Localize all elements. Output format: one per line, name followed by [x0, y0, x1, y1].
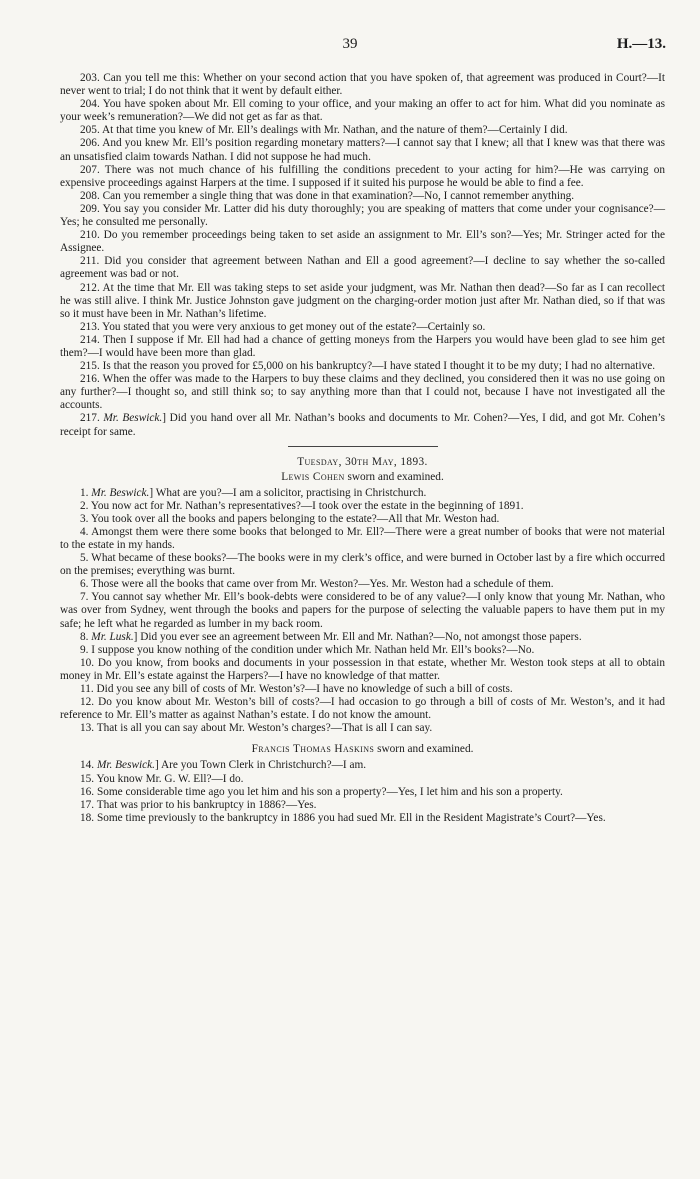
question-answer-paragraph [60, 552, 665, 578]
question-answer-paragraph [60, 412, 665, 438]
question-answer-paragraph [60, 513, 665, 526]
paragraph-text: 9. I suppose you know nothing of the condition under which Mr. Nathan held Mr. Ell’s books?—No. [80, 643, 535, 656]
document-body [60, 72, 665, 825]
paragraph-text: 209. You say you consider Mr. Latter did his duty thoroughly; you are speaking of matters that come under your cognisance?—Yes; he consulted me personally. [60, 202, 665, 229]
witness-status: sworn and examined. [374, 743, 474, 756]
paragraph-text: 205. At that time you knew of Mr. Ell’s dealings with Mr. Nathan, and the nature of them?—Certainly I did. [80, 124, 568, 137]
question-answer-paragraph [60, 696, 665, 722]
question-answer-paragraph [60, 526, 665, 552]
question-answer-paragraph [60, 773, 665, 786]
question-answer-paragraph [60, 657, 665, 683]
question-answer-paragraph [60, 786, 665, 799]
question-answer-paragraph [60, 190, 665, 203]
question-answer-paragraph [60, 72, 665, 98]
testimony-section-2 [60, 487, 665, 736]
paragraph-text: 203. Can you tell me this: Whether on your second action that you have spoken of, that agreement was produced in Court?—It never went to trial; I do not think that it went by default either. [60, 72, 665, 98]
paragraph-text: 214. Then I suppose if Mr. Ell had had a chance of getting moneys from the Harpers you would have been glad to see him get them?—I would have been more than glad. [60, 333, 665, 359]
paragraph-text: 213. You stated that you were very anxious to get money out of the estate?—Certainly so. [80, 320, 486, 333]
examiner-name: Mr. Beswick. [103, 412, 163, 425]
witness-heading-2 [60, 743, 665, 756]
question-answer-paragraph [60, 759, 665, 772]
paragraph-text: 11. Did you see any bill of costs of Mr. Weston’s?—I have no knowledge of such a bill of costs. [80, 683, 513, 696]
question-answer-paragraph [60, 321, 665, 334]
paragraph-text: 2. You now act for Mr. Nathan’s representatives?—I took over the estate in the beginning of 1891. [80, 499, 524, 512]
question-answer-paragraph [60, 799, 665, 812]
paragraph-text: 10. Do you know, from books and documents in your possession in that estate, whether Mr. Weston took steps at all to obtain money in Mr. Ell’s estate against the Harpers?—I have no knowledge of that matter. [60, 656, 665, 682]
paragraph-text: ] What are you?—I am a solicitor, practising in Christchurch. [149, 486, 427, 499]
question-answer-paragraph [60, 282, 665, 321]
examiner-name: Mr. Beswick. [96, 759, 155, 772]
paragraph-text: 217. [80, 412, 104, 425]
paragraph-text: 206. And you knew Mr. Ell’s position regarding monetary matters?—I cannot say that I knew; all that I knew was that there was an unsatisfied claim towards Nathan. I did not suppose he had much. [60, 137, 665, 163]
paragraph-text: 8. [80, 630, 92, 643]
paragraph-text: 5. What became of these books?—The books were in my clerk’s office, and were burned in October last by a fire which occurred on the premises; everything was burnt. [60, 552, 665, 578]
question-answer-paragraph [60, 722, 665, 735]
witness-name: Lewis Cohen [281, 470, 345, 483]
paragraph-text: 212. At the time that Mr. Ell was taking steps to set aside your judgment, was Mr. Nathan then dead?—So far as I can recollect he was still alive. I think Mr. Justice Johnston gave judgment on the charging-order motion just after Mr. Nathan died, so if that was so it must have been in Mr. Nathan’s lifetime. [60, 281, 665, 320]
paragraph-text: 18. Some time previously to the bankruptcy in 1886 you had sued Mr. Ell in the Resident Magistrate’s Court?—Yes. [80, 811, 606, 824]
paragraph-text: 207. There was not much chance of his fulfilling the conditions precedent to your acting for him?—He was carrying on expensive proceedings against Harpers at the time. I supposed if it suited his purpose he would be able to find a fee. [60, 163, 665, 189]
paragraph-text: 7. You cannot say whether Mr. Ell’s book-debts were considered to be of any value?—I only know that young Mr. Nathan, who was over from Sydney, went through the books and papers for the purpose of selecting the valuable papers to have them put in my safe; he left what he regarded as lumber in my back room. [60, 591, 665, 630]
question-answer-paragraph [60, 591, 665, 630]
paragraph-text: ] Are you Town Clerk in Christchurch?—I am. [155, 759, 367, 772]
question-answer-paragraph [60, 500, 665, 513]
question-answer-paragraph [60, 683, 665, 696]
page-number: 39 [342, 36, 358, 52]
document-reference: H.—13. [616, 36, 666, 52]
session-date: Tuesday, 30th May, 1893. [297, 455, 428, 468]
examiner-name: Mr. Beswick. [91, 486, 150, 499]
testimony-section-1 [60, 72, 665, 439]
question-answer-paragraph [60, 137, 665, 163]
paragraph-text: 15. You know Mr. G. W. Ell?—I do. [80, 772, 244, 785]
paragraph-text: 215. Is that the reason you proved for £5,000 on his bankruptcy?—I have stated I thought it to be my duty; I had no alternative. [80, 360, 656, 373]
examiner-name: Mr. Lusk. [91, 630, 134, 643]
testimony-section-3 [60, 759, 665, 824]
paragraph-text: 4. Amongst them were there some books that belonged to Mr. Ell?—There were a great number of books that were not material to the estate in my hands. [60, 525, 665, 551]
question-answer-paragraph [60, 644, 665, 657]
question-answer-paragraph [60, 203, 665, 229]
section-divider [288, 446, 438, 447]
paragraph-text: 3. You took over all the books and papers belonging to the estate?—All that Mr. Weston had. [80, 512, 500, 525]
paragraph-text: 13. That is all you can say about Mr. Weston’s charges?—That is all I can say. [80, 722, 433, 735]
question-answer-paragraph [60, 812, 665, 825]
paragraph-text: 16. Some considerable time ago you let him and his son a property?—Yes, I let him and his son a property. [80, 785, 563, 798]
witness-name: Francis Thomas Haskins [251, 743, 375, 756]
paragraph-text: 208. Can you remember a single thing that was done in that examination?—No, I cannot remember anything. [80, 189, 575, 202]
question-answer-paragraph [60, 229, 665, 255]
question-answer-paragraph [60, 578, 665, 591]
witness-heading-1 [60, 471, 665, 484]
paragraph-text: 216. When the offer was made to the Harpers to buy these claims and they declined, you considered then it was no use going on any further?—I thought so, and still think so; to say anything more than that I could not, because I have not investigated all the accounts. [60, 373, 665, 412]
question-answer-paragraph [60, 360, 665, 373]
paragraph-text: 12. Do you know about Mr. Weston’s bill of costs?—I had occasion to go through a bill of costs of Mr. Weston’s, and it had reference to Mr. Ell’s matter as against Nathan’s estate. I do not know the amount. [60, 696, 665, 722]
question-answer-paragraph [60, 124, 665, 137]
paragraph-text: 204. You have spoken about Mr. Ell coming to your office, and your making an offer to act for him. What did you nominate as your week’s remuneration?—We did not get as far as that. [60, 98, 665, 124]
question-answer-paragraph [60, 164, 665, 190]
question-answer-paragraph [60, 631, 665, 644]
paragraph-text: 210. Do you remember proceedings being taken to set aside an assignment to Mr. Ell’s son?—Yes; Mr. Stringer acted for the Assignee. [60, 229, 665, 255]
paragraph-text: 14. [80, 759, 97, 772]
paragraph-text: ] Did you hand over all Mr. Nathan’s books and documents to Mr. Cohen?—Yes, I did, and got Mr. Cohen’s receipt for same. [60, 412, 666, 438]
question-answer-paragraph [60, 487, 665, 500]
question-answer-paragraph [60, 255, 665, 281]
paragraph-text: 17. That was prior to his bankruptcy in 1886?—Yes. [80, 798, 317, 811]
paragraph-text: 1. [80, 486, 92, 499]
question-answer-paragraph [60, 334, 665, 360]
question-answer-paragraph [60, 98, 665, 124]
witness-status: sworn and examined. [344, 470, 444, 483]
question-answer-paragraph [60, 373, 665, 412]
paragraph-text: 6. Those were all the books that came over from Mr. Weston?—Yes. Mr. Weston had a schedule of them. [80, 578, 554, 591]
paragraph-text: ] Did you ever see an agreement between Mr. Ell and Mr. Nathan?—No, not amongst those papers. [133, 630, 582, 643]
paragraph-text: 211. Did you consider that agreement between Nathan and Ell a good agreement?—I decline to say whether the so-called agreement was bad or not. [60, 255, 665, 281]
